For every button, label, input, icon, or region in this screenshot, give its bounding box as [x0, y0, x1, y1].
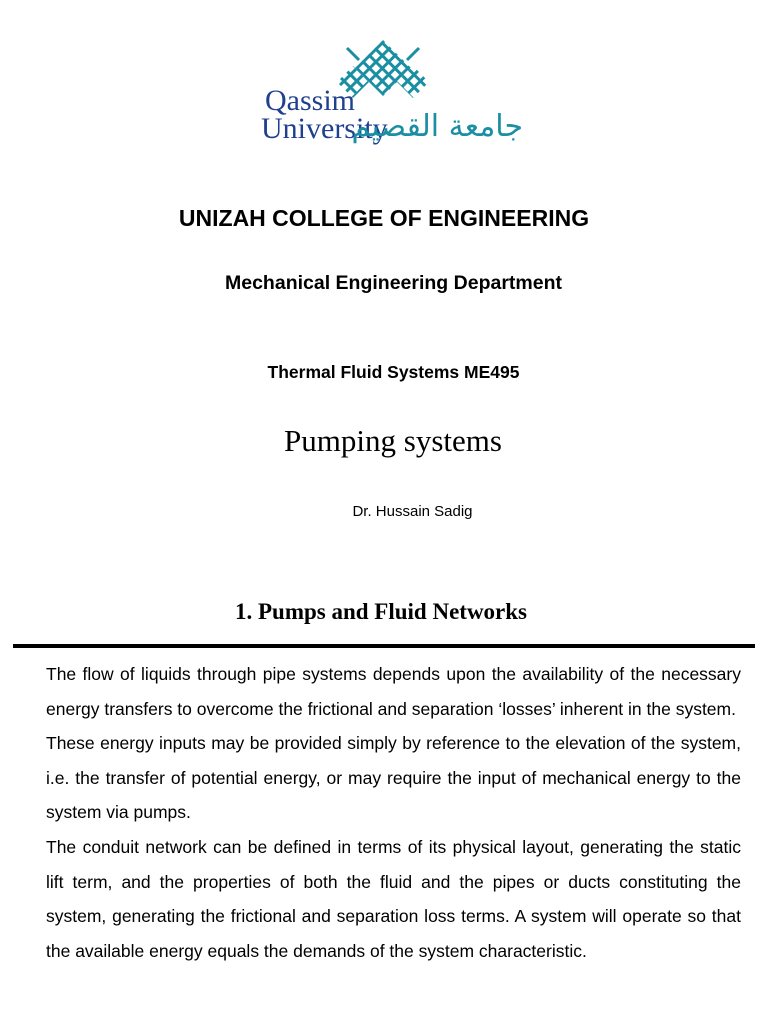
logo-name-line1: Qassim — [265, 84, 355, 117]
department-name: Mechanical Engineering Department — [225, 272, 562, 294]
college-name: UNIZAH COLLEGE OF ENGINEERING — [178, 205, 590, 231]
paragraph: These energy inputs may be provided simply by reference to the elevation of the system, i.e. the transfer of potential energy, or may require the input of mechanical energy to the system via pumps. — [46, 733, 741, 823]
author-name: Dr. Hussain Sadig — [352, 503, 473, 520]
section-divider — [13, 644, 755, 648]
paragraph: The flow of liquids through pipe systems depends upon the availability of the necessary energy transfers to overcome the frictional and separation ‘losses’ inherent in the system. — [46, 664, 741, 719]
logo-name-line2: University — [261, 112, 388, 145]
logo-arabic-name: جامعة القصيم — [351, 109, 523, 144]
course-name: Thermal Fluid Systems ME495 — [267, 362, 520, 382]
qassim-university-logo-graphic — [255, 28, 535, 168]
section-heading: 1. Pumps and Fluid Networks — [234, 599, 528, 624]
university-logo — [255, 28, 535, 168]
section-body — [46, 657, 741, 968]
paragraph: The conduit network can be defined in terms of its physical layout, generating the static lift term, and the properties of both the fluid and the pipes or ducts constituting the system, generating the frictional and separation loss terms. A system will operate so that the available energy equals the demands of the system characteristic. — [46, 836, 741, 961]
document-title: Pumping systems — [284, 423, 502, 458]
